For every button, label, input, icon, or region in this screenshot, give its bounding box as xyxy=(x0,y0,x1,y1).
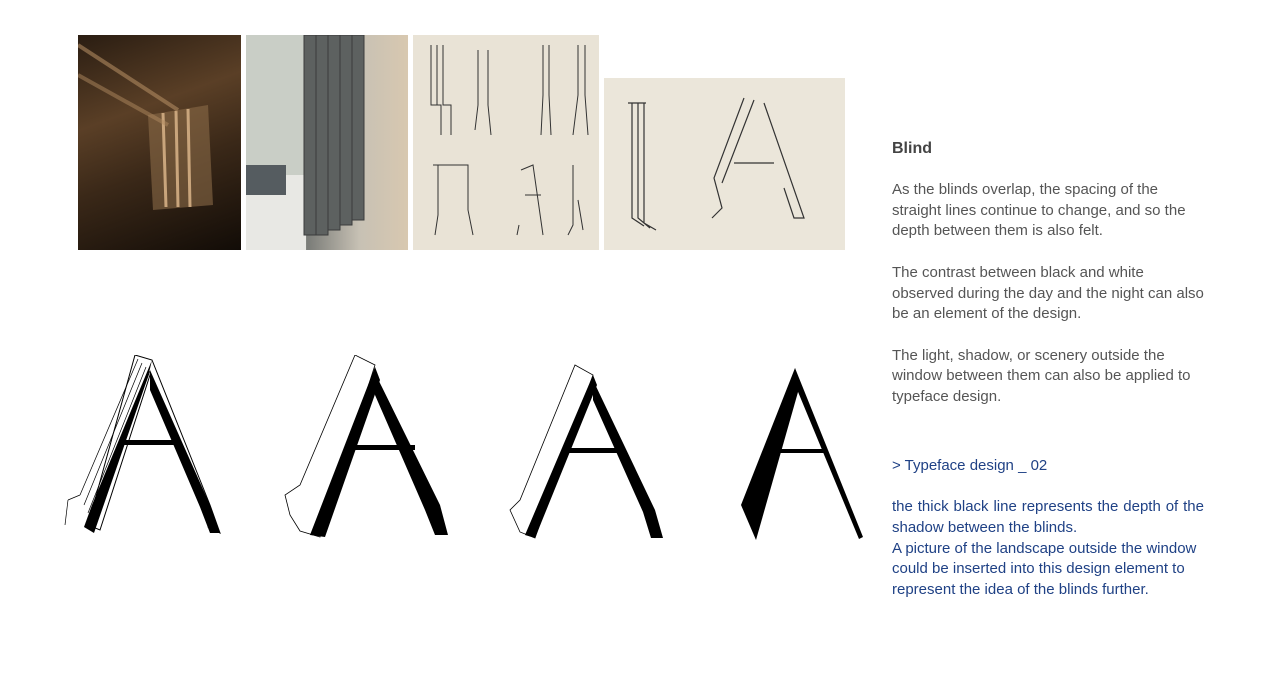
letter-a-solid xyxy=(738,365,868,545)
blind-shadow-illustration xyxy=(78,35,241,250)
paragraph-contrast: The contrast between black and white observed during the day and the night can also be an element of the design. xyxy=(892,263,1204,323)
paragraph-light: The light, shadow, or scenery outside the window between them can also be applied to typeface design. xyxy=(892,346,1191,405)
letter-a-thick-shadow xyxy=(280,355,455,540)
typeface-description-2: A picture of the landscape outside the window could be inserted into this design element to represent the idea of the blinds further. xyxy=(892,539,1197,598)
sketch-blind-strips xyxy=(413,35,599,250)
letter-a-hatched xyxy=(60,355,230,540)
letter-a-thin-lines xyxy=(505,360,670,545)
section-title: Blind xyxy=(892,140,932,157)
typeface-description-1: the thick black line represents the depth of the shadow between the blinds. xyxy=(892,498,1204,536)
sketch-illustration xyxy=(413,35,599,250)
photo-blind-shadow-night xyxy=(78,35,241,250)
blinds-illustration xyxy=(246,35,408,250)
sketch-letter-a xyxy=(604,78,845,250)
paragraph-overlap: As the blinds overlap, the spacing of the straight lines continue to change, and so the depth between them is also felt. xyxy=(892,181,1186,240)
sketch-a-illustration xyxy=(604,78,845,250)
photo-vertical-blinds-window xyxy=(246,35,408,250)
typeface-design-heading: > Typeface design _ 02 xyxy=(892,456,1048,474)
description-panel xyxy=(892,138,1204,601)
